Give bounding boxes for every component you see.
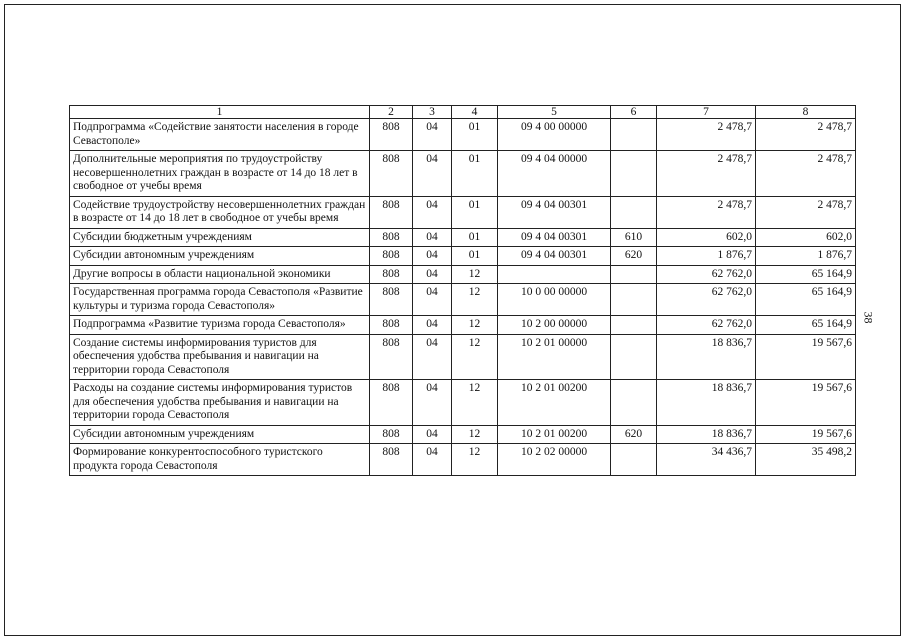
subsection-code-cell: 01 (452, 247, 498, 266)
page-number: 38 (861, 311, 876, 324)
item-name-cell: Субсидии бюджетным учреждениям (70, 228, 370, 247)
table-row (70, 444, 856, 476)
item-name-cell: Дополнительные мероприятия по трудоустройству несовершеннолетних граждан в возрасте от 14 до 18 лет в свободное от учебы время (70, 151, 370, 197)
section-code-cell: 04 (413, 228, 452, 247)
item-name-cell: Другие вопросы в области национальной экономики (70, 265, 370, 284)
subsection-code-cell: 12 (452, 284, 498, 316)
target-article-cell: 10 2 02 00000 (498, 444, 611, 476)
expense-type-cell (611, 284, 657, 316)
item-name-cell: Создание системы информирования туристов для обеспечения удобства пребывания и навигации на территории города Севастополя (70, 334, 370, 380)
amount-col7-cell: 18 836,7 (657, 380, 756, 426)
amount-col8-cell: 35 498,2 (756, 444, 856, 476)
section-code-cell: 04 (413, 284, 452, 316)
target-article-cell: 10 2 01 00000 (498, 334, 611, 380)
target-article-cell: 09 4 00 00000 (498, 119, 611, 151)
table-row (70, 119, 856, 151)
ministry-code-cell: 808 (370, 334, 413, 380)
expense-type-cell (611, 334, 657, 380)
section-code-cell: 04 (413, 316, 452, 335)
target-article-cell: 10 0 00 00000 (498, 284, 611, 316)
budget-table (69, 105, 856, 476)
amount-col8-cell: 2 478,7 (756, 119, 856, 151)
amount-col8-cell: 65 164,9 (756, 284, 856, 316)
amount-col8-cell: 1 876,7 (756, 247, 856, 266)
amount-col7-cell: 34 436,7 (657, 444, 756, 476)
target-article-cell: 10 2 00 00000 (498, 316, 611, 335)
amount-col8-cell: 65 164,9 (756, 316, 856, 335)
table-row (70, 228, 856, 247)
amount-col7-cell: 18 836,7 (657, 425, 756, 444)
subsection-code-cell: 01 (452, 196, 498, 228)
item-name-cell: Субсидии автономным учреждениям (70, 247, 370, 266)
expense-type-cell (611, 316, 657, 335)
target-article-cell (498, 265, 611, 284)
expense-type-cell (611, 265, 657, 284)
section-code-cell: 04 (413, 247, 452, 266)
target-article-cell: 09 4 04 00000 (498, 151, 611, 197)
target-article-cell: 09 4 04 00301 (498, 196, 611, 228)
target-article-cell: 10 2 01 00200 (498, 380, 611, 426)
section-code-cell: 04 (413, 380, 452, 426)
subsection-code-cell: 12 (452, 265, 498, 284)
item-name-cell: Субсидии автономным учреждениям (70, 425, 370, 444)
section-code-cell: 04 (413, 334, 452, 380)
subsection-code-cell: 01 (452, 119, 498, 151)
amount-col8-cell: 19 567,6 (756, 334, 856, 380)
column-header: 7 (657, 106, 756, 119)
target-article-cell: 09 4 04 00301 (498, 247, 611, 266)
table-row (70, 196, 856, 228)
amount-col7-cell: 2 478,7 (657, 119, 756, 151)
table-row (70, 425, 856, 444)
section-code-cell: 04 (413, 265, 452, 284)
column-header: 3 (413, 106, 452, 119)
amount-col8-cell: 2 478,7 (756, 196, 856, 228)
expense-type-cell (611, 196, 657, 228)
ministry-code-cell: 808 (370, 196, 413, 228)
item-name-cell: Расходы на создание системы информирования туристов для обеспечения удобства пребывания и навигации на территории города Севастополя (70, 380, 370, 426)
section-code-cell: 04 (413, 196, 452, 228)
table-row (70, 247, 856, 266)
amount-col7-cell: 62 762,0 (657, 284, 756, 316)
table-row (70, 265, 856, 284)
item-name-cell: Содействие трудоустройству несовершеннолетних граждан в возрасте от 14 до 18 лет в свободное от учебы время (70, 196, 370, 228)
section-code-cell: 04 (413, 444, 452, 476)
amount-col8-cell: 65 164,9 (756, 265, 856, 284)
section-code-cell: 04 (413, 151, 452, 197)
expense-type-cell: 620 (611, 425, 657, 444)
subsection-code-cell: 01 (452, 151, 498, 197)
ministry-code-cell: 808 (370, 265, 413, 284)
column-header: 2 (370, 106, 413, 119)
table-row (70, 151, 856, 197)
section-code-cell: 04 (413, 119, 452, 151)
table-row (70, 334, 856, 380)
ministry-code-cell: 808 (370, 316, 413, 335)
ministry-code-cell: 808 (370, 151, 413, 197)
expense-type-cell (611, 444, 657, 476)
table-row (70, 380, 856, 426)
item-name-cell: Государственная программа города Севастополя «Развитие культуры и туризма города Севастополя» (70, 284, 370, 316)
column-header: 6 (611, 106, 657, 119)
item-name-cell: Формирование конкурентоспособного туристского продукта города Севастополя (70, 444, 370, 476)
amount-col7-cell: 62 762,0 (657, 316, 756, 335)
ministry-code-cell: 808 (370, 444, 413, 476)
expense-type-cell (611, 151, 657, 197)
expense-type-cell: 610 (611, 228, 657, 247)
item-name-cell: Подпрограмма «Развитие туризма города Севастополя» (70, 316, 370, 335)
subsection-code-cell: 12 (452, 444, 498, 476)
amount-col8-cell: 602,0 (756, 228, 856, 247)
amount-col7-cell: 2 478,7 (657, 151, 756, 197)
column-header: 5 (498, 106, 611, 119)
amount-col8-cell: 19 567,6 (756, 380, 856, 426)
ministry-code-cell: 808 (370, 425, 413, 444)
table-body (70, 106, 856, 476)
subsection-code-cell: 12 (452, 316, 498, 335)
column-header: 1 (70, 106, 370, 119)
amount-col7-cell: 62 762,0 (657, 265, 756, 284)
amount-col7-cell: 2 478,7 (657, 196, 756, 228)
column-header: 8 (756, 106, 856, 119)
ministry-code-cell: 808 (370, 228, 413, 247)
section-code-cell: 04 (413, 425, 452, 444)
subsection-code-cell: 12 (452, 425, 498, 444)
amount-col7-cell: 1 876,7 (657, 247, 756, 266)
header-row (70, 106, 856, 119)
expense-type-cell: 620 (611, 247, 657, 266)
table-row (70, 284, 856, 316)
amount-col8-cell: 19 567,6 (756, 425, 856, 444)
table-row (70, 316, 856, 335)
ministry-code-cell: 808 (370, 119, 413, 151)
subsection-code-cell: 12 (452, 334, 498, 380)
subsection-code-cell: 01 (452, 228, 498, 247)
ministry-code-cell: 808 (370, 247, 413, 266)
target-article-cell: 10 2 01 00200 (498, 425, 611, 444)
expense-type-cell (611, 380, 657, 426)
target-article-cell: 09 4 04 00301 (498, 228, 611, 247)
amount-col7-cell: 18 836,7 (657, 334, 756, 380)
column-header: 4 (452, 106, 498, 119)
amount-col8-cell: 2 478,7 (756, 151, 856, 197)
ministry-code-cell: 808 (370, 380, 413, 426)
subsection-code-cell: 12 (452, 380, 498, 426)
item-name-cell: Подпрограмма «Содействие занятости населения в городе Севастополе» (70, 119, 370, 151)
amount-col7-cell: 602,0 (657, 228, 756, 247)
expense-type-cell (611, 119, 657, 151)
ministry-code-cell: 808 (370, 284, 413, 316)
